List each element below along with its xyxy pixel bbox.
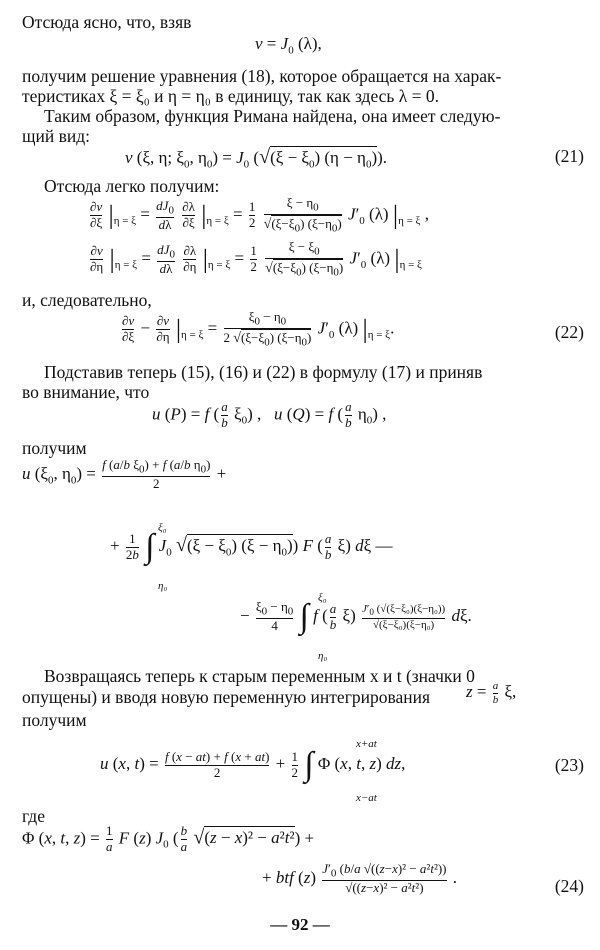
equation-number: (22) <box>554 322 584 342</box>
integral-lower-limit: x−at <box>356 792 377 804</box>
paragraph-line: получим решение уравнения (18), которое обращается на харак- <box>22 66 502 86</box>
inline-equation-z: z = $\frac{a}{b}$ ξ, <box>466 680 517 706</box>
paragraph-line: теристиках ξ = ξ₀ и η = η₀ в единицу, так как здесь λ = 0. <box>22 86 440 106</box>
equation-21: v (ξ, η; $\xi_0$, $\eta_0) = J_0$ ($√(\xi - \xi_0)$ $(\eta - \eta_0)$). <box>125 146 388 171</box>
paragraph-line: Отсюда ясно, что, взяв <box>22 12 192 32</box>
paragraph-line: получим <box>22 438 87 458</box>
paragraph-line: щий вид: <box>22 126 90 146</box>
equation-24-line1: Φ (x, t, z) = $\frac{1}{a}$ F (z) $J_0$ ( $\frac{b}{a}$ √(z − x)² − a²t²) + <box>22 823 315 854</box>
equation-u-line2: + $\frac{1}{2b}$ ∫ $J_0$ $√(\xi - \xi_0)$ $(\xi - \eta_0)$) F ( $\frac{a}{b}$ ξ) dξ — <box>110 528 393 565</box>
paragraph-line: во внимание, что <box>22 382 150 402</box>
integral-lower-limit: η₀ <box>318 650 328 662</box>
equation-dv-deta: $\frac{\partial v}{\partial\eta}$ $|_{\eta = \xi}$ = $\frac{dJ_0}{d\lambda}$ $\frac{\partial\lambda}{\partial\eta}$ $|_{\eta = \xi}$ = $\frac{1}{2}$ $\frac{\xi - \xi_0}{√(\xi-\xi_0) (\xi-\eta_0)}$ $J'_0$ (λ) $|_{\eta = \xi}$ <box>90 239 422 279</box>
paragraph-line: где <box>22 806 45 826</box>
integral-upper-limit: ξ₀ <box>158 522 167 534</box>
equation-uP-uQ: u (P) = f ( $\frac{a}{b}$ $\xi_0$) , u (Q) = f ( $\frac{a}{b}$ $\eta_0$) , <box>152 399 387 430</box>
paragraph-line: опущены) и вводя новую переменную интегрирования <box>22 687 431 707</box>
equation-u-line3: − $\frac{\xi_0 - \eta_0}{4}$ ∫ f ( $\frac{a}{b}$ ξ) $\frac{J'_0 (√(\xi-\xi_0)(\xi-\eta_0))}{\text{√(ξ−ξ₀)(ξ−η₀)}}$ dξ. <box>240 598 472 636</box>
integral-upper-limit: ξ₀ <box>318 592 327 604</box>
integral-lower-limit: η₀ <box>158 580 168 592</box>
paragraph-line: Таким образом, функция Римана найдена, она имеет следую- <box>44 106 501 126</box>
equation-23: u (x, t) = $\frac{f (x - at) + f (x + at)}{2}$ + $\frac{1}{2}$ ∫ Φ (x, t, z) dz, <box>100 746 406 783</box>
equation-22: $\frac{\partial v}{\partial\xi}$ − $\frac{\partial v}{\partial\eta}$ $|_{\eta = \xi}$ = $\frac{\xi_0 - \eta_0}{2 √(\xi-\xi_0) (\xi-\eta_0)}$ $J'_0$ (λ) $|_{\eta = \xi}$. <box>122 309 395 349</box>
equation-v-j0: $v = J_0$ (λ), <box>255 34 322 57</box>
paragraph-line: Отсюда легко получим: <box>44 176 220 196</box>
paragraph-line: Подставив теперь (15), (16) и (22) в формулу (17) и приняв <box>44 362 483 382</box>
equation-number: (21) <box>554 146 584 166</box>
equation-number: (23) <box>554 755 584 775</box>
integral-upper-limit: x+at <box>356 738 377 750</box>
equation-dv-dxi: $\frac{\partial v}{\partial\xi}$ $|_{\eta = \xi}$ = $\frac{dJ_0}{d\lambda}$ $\frac{\partial\lambda}{\partial\xi}$ $|_{\eta = \xi}$ = $\frac{1}{2}$ $\frac{\xi - \eta_0}{√(\xi-\xi_0) (\xi-\eta_0)}$ $J'_0$ (λ) $|_{\eta = \xi}$ , <box>90 195 429 235</box>
paragraph-line: получим <box>22 710 87 730</box>
equation-u-line1: u ($\xi_0$, $\eta_0$) = $\frac{f (a/b \xi_0) + f (a/b \eta_0)}{2}$ + <box>22 457 227 492</box>
equation-number: (24) <box>554 876 584 896</box>
equation-24-line2: + btf (z) $\frac{J'_0 (b/a √((z-x)^2 - a^2t^2))}{\text{√((z−x)² − a²t²)}}$ . <box>262 861 457 896</box>
paragraph-line: и, следовательно, <box>22 290 152 310</box>
paragraph-line: Возвращаясь теперь к старым переменным x и t (значки 0 <box>44 666 475 686</box>
page-number: — 92 — <box>270 915 330 934</box>
